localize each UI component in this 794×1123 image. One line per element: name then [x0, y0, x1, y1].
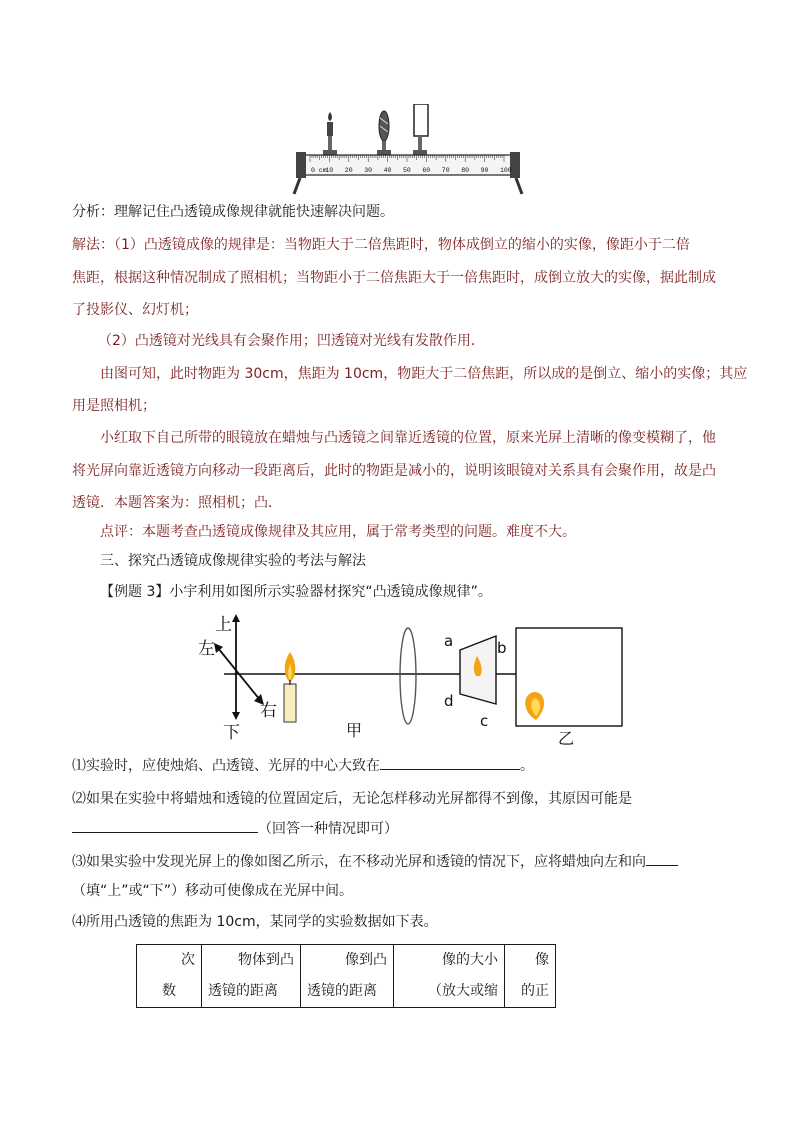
cell-text: 数	[162, 983, 176, 999]
label-left: 左	[198, 639, 215, 659]
solution-line-3: 了投影仪、幻灯机；	[72, 302, 198, 318]
example-tag: 【例题 3】	[100, 584, 170, 600]
question-1-text: ⑴实验时，应使烛焰、凸透镜、光屏的中心大致在	[72, 758, 380, 774]
question-2-answer	[72, 815, 732, 843]
question-4: ⑷所用凸透镜的焦距为 10cm，某同学的实验数据如下表。	[72, 914, 438, 930]
question-3-blank[interactable]	[646, 849, 678, 866]
candle-icon	[284, 652, 296, 722]
question-1-end: 。	[520, 758, 534, 774]
cell-text: 像到凸	[345, 952, 387, 968]
table-cell	[137, 945, 202, 1008]
scale-label: 60	[422, 167, 431, 174]
screen-holder	[413, 104, 428, 155]
paragraph-b-line-1: 小红取下自己所带的眼镜放在蜡烛与凸透镜之间靠近透镜的位置，原来光屏上清晰的像变模糊了，他	[100, 430, 716, 446]
label-c: c	[480, 712, 489, 730]
cell-text: 次	[181, 952, 195, 968]
example-line	[100, 578, 732, 606]
cell-text: 物体到凸	[238, 952, 294, 968]
question-2-blank[interactable]	[72, 816, 258, 833]
convex-lens	[400, 628, 416, 724]
scale-label: 20	[344, 167, 353, 174]
cell-text: 透镜的距离	[307, 983, 377, 999]
experiment-figure	[196, 608, 630, 748]
table-cell	[505, 945, 556, 1008]
label-yi: 乙	[558, 729, 575, 748]
table-cell	[202, 945, 301, 1008]
cell-text: 的正	[521, 983, 549, 999]
solution-line-2: 焦距，根据这种情况制成了照相机；当物距小于二倍焦距大于一倍焦距时，成倒立放大的实像，据此制成	[72, 270, 716, 286]
label-down: 下	[223, 723, 240, 743]
paragraph-b-line-3: 透镜．本题答案为：照相机；凸．	[72, 495, 282, 511]
question-2: ⑵如果在实验中将蜡烛和透镜的位置固定后，无论怎样移动光屏都得不到像，其原因可能是	[72, 791, 632, 807]
data-table	[136, 944, 556, 1008]
scale-label: 70	[441, 167, 450, 174]
table-row	[137, 945, 556, 1008]
table-cell	[301, 945, 394, 1008]
label-up: 上	[215, 615, 232, 635]
table-cell	[394, 945, 505, 1008]
scale-label: 30	[364, 167, 373, 174]
cell-text: 像	[535, 952, 549, 968]
scale-label: 40	[383, 167, 392, 174]
cell-text: 像的大小	[442, 952, 498, 968]
analysis-line: 分析：理解记住凸透镜成像规律就能快速解决问题。	[72, 204, 394, 220]
label-d: d	[444, 692, 454, 710]
label-a: a	[444, 632, 454, 650]
question-1	[72, 752, 732, 780]
solution-line-4: （2）凸透镜对光线具有会聚作用；凹透镜对光线有发散作用．	[98, 333, 485, 349]
scale-label: 50	[403, 167, 411, 174]
example-text: 小宇利用如图所示实验器材探究“凸透镜成像规律”。	[169, 584, 492, 600]
cell-text: （放大或缩	[428, 983, 498, 999]
cell-text: 透镜的距离	[208, 983, 278, 999]
question-3-text: ⑶如果实验中发现光屏上的像如图乙所示，在不移动光屏和透镜的情况下，应将蜡烛向左和向	[72, 854, 646, 870]
scale-label: 80	[461, 167, 470, 174]
label-b: b	[497, 639, 507, 657]
paragraph-a-line-1: 由图可知，此时物距为 30cm，焦距为 10cm，物距大于二倍焦距，所以成的是倒立、缩小的实像；其应	[100, 366, 748, 382]
question-1-blank[interactable]	[380, 753, 520, 770]
optical-bench-figure	[292, 104, 524, 196]
solution-line-1: 解法：（1）凸透镜成像的规律是：当物距大于二倍焦距时，物体成倒立的缩小的实像，像距小于二倍	[72, 237, 690, 253]
comment-line: 点评：本题考查凸透镜成像规律及其应用，属于常考类型的问题。难度不大。	[100, 524, 576, 540]
paragraph-b-line-2: 将光屏向靠近透镜方向移动一段距离后，此时的物距是减小的，说明该眼镜对关系具有会聚作用，故是凸	[72, 463, 716, 479]
scale-label: 90	[480, 167, 489, 174]
lens-holder	[377, 111, 391, 155]
question-3	[72, 848, 732, 876]
candle-holder	[323, 112, 337, 155]
question-3-hint: （填“上”或“下”）移动可使像成在光屏中间。	[72, 883, 354, 899]
scale-label: 10	[325, 167, 334, 174]
paragraph-a-line-2: 用是照相机；	[72, 398, 156, 414]
section-heading: 三、探究凸透镜成像规律实验的考法与解法	[100, 553, 366, 569]
question-2-hint: （回答一种情况即可）	[258, 821, 398, 837]
label-right: 右	[260, 701, 277, 721]
scale-label: 100	[500, 167, 512, 174]
label-jia: 甲	[345, 721, 363, 740]
scale-label: 0 cm	[311, 167, 327, 174]
